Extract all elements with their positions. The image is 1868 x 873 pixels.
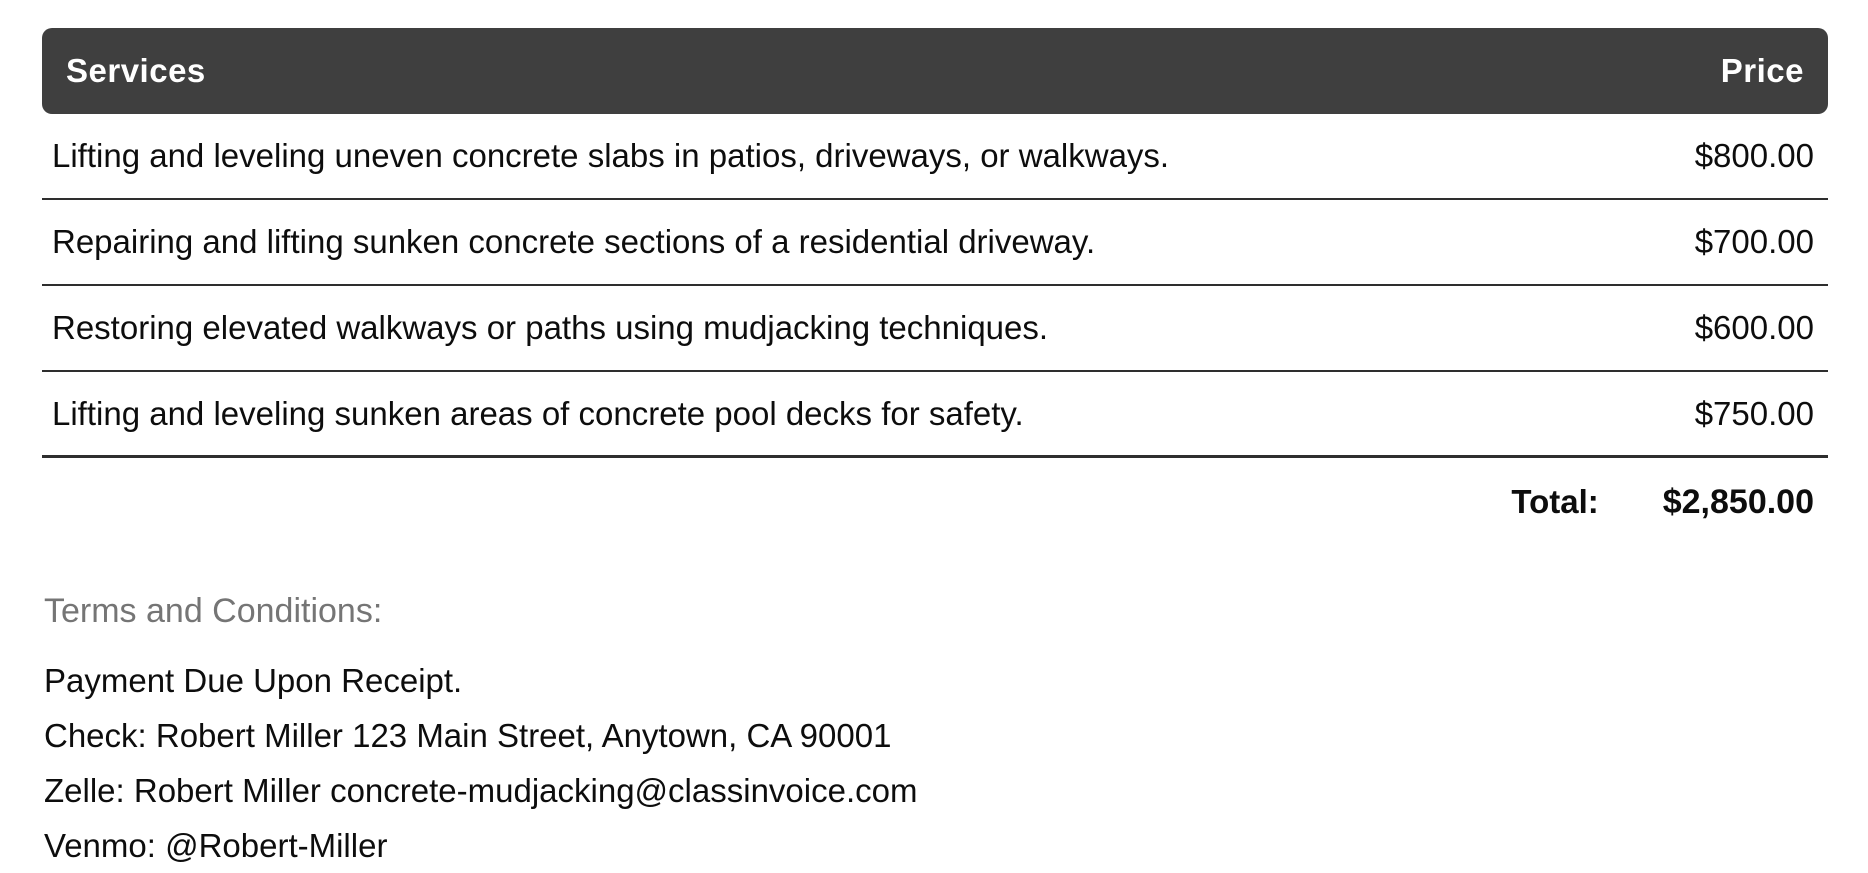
total-label: Total: bbox=[1511, 483, 1599, 520]
table-row bbox=[42, 286, 1828, 372]
total-row bbox=[42, 458, 1828, 546]
table-row bbox=[42, 200, 1828, 286]
terms-line-check: Check: Robert Miller 123 Main Street, Anytown, CA 90001 bbox=[44, 717, 892, 754]
total-value: $2,850.00 bbox=[1662, 482, 1814, 521]
terms-line-zelle: Zelle: Robert Miller concrete-mudjacking@classinvoice.com bbox=[44, 772, 918, 809]
service-price: $600.00 bbox=[1694, 309, 1814, 346]
invoice-services-section bbox=[42, 28, 1828, 873]
service-price: $700.00 bbox=[1694, 223, 1814, 260]
terms-line-payment-due: Payment Due Upon Receipt. bbox=[44, 662, 463, 699]
services-column-header: Services bbox=[66, 52, 206, 89]
table-row bbox=[42, 114, 1828, 200]
service-price: $800.00 bbox=[1694, 137, 1814, 174]
terms-heading: Terms and Conditions: bbox=[44, 592, 383, 630]
service-price: $750.00 bbox=[1694, 394, 1814, 432]
service-description: Repairing and lifting sunken concrete sections of a residential driveway. bbox=[52, 223, 1096, 260]
price-column-header: Price bbox=[1720, 52, 1804, 89]
table-row bbox=[42, 372, 1828, 458]
services-table-header bbox=[42, 28, 1828, 114]
terms-line-venmo: Venmo: @Robert-Miller bbox=[44, 827, 388, 864]
service-description: Lifting and leveling uneven concrete slabs in patios, driveways, or walkways. bbox=[52, 137, 1170, 174]
service-description: Restoring elevated walkways or paths using mudjacking techniques. bbox=[52, 309, 1049, 346]
service-description: Lifting and leveling sunken areas of concrete pool decks for safety. bbox=[52, 394, 1024, 432]
terms-and-conditions-section bbox=[42, 592, 1828, 873]
